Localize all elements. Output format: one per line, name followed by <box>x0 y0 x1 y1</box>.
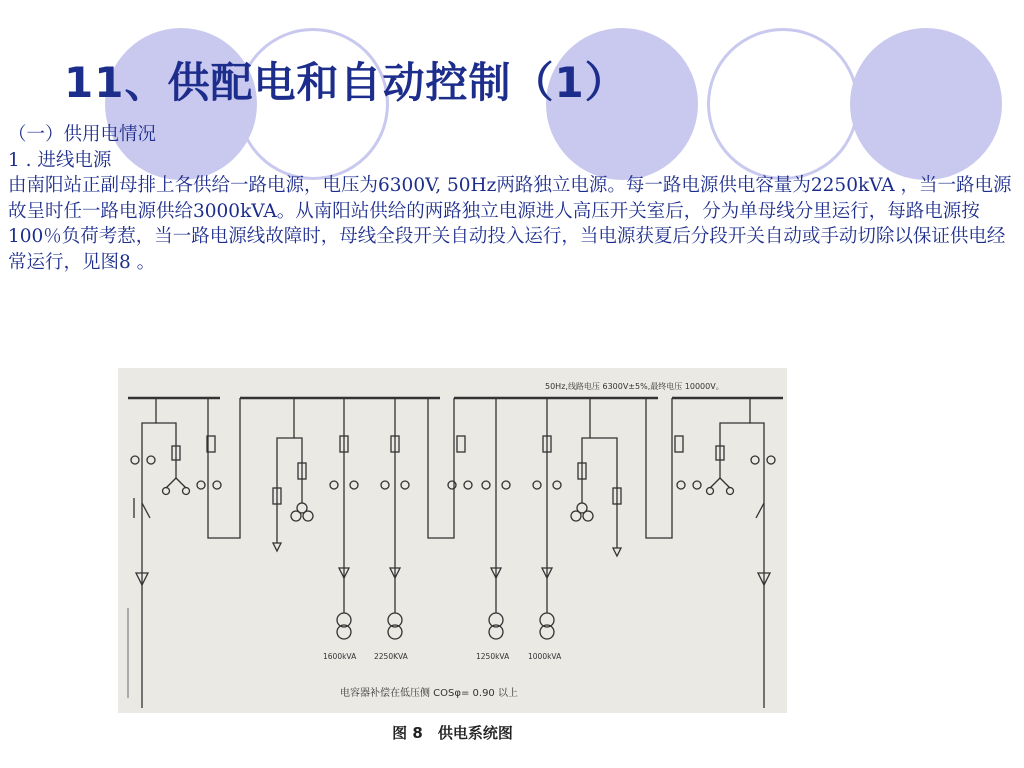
diagram-bottom-note: 电容器补偿在低压侧 COSφ= 0.90 以上 <box>340 688 518 699</box>
slide-title: 11、供配电和自动控制（1） <box>64 58 628 107</box>
subsection-heading: 1 . 进线电源 <box>8 149 112 171</box>
transformer-label-1: 1600kVA <box>323 652 357 661</box>
diagram-top-note: 50Hz,线路电压 6300V±5%,最终电压 10000V。 <box>545 382 724 391</box>
diagram-svg <box>118 368 787 713</box>
transformer-label-4: 1000kVA <box>528 652 562 661</box>
power-supply-diagram <box>118 368 787 713</box>
transformer-label-2: 2250KVA <box>374 652 408 661</box>
transformer-label-3: 1250kVA <box>476 652 510 661</box>
diagram-lines <box>128 398 783 708</box>
body-paragraph: 由南阳站正副母排上各供给一路电源，电压为6300V, 50Hz两路独立电源。每一路电源供电容量为2250kVA ，当一路电源故呈时任一路电源供给3000kVA。从南阳站供给的两路独立电源进人高压开关室后，分为单母线分里运行，每路电源按100％负荷考惹，当一路电源线故障时，母线全段开关自动投入运行，当电源获夏后分段开关自动或手动切除以保证供电经常运行，见图8 。 <box>8 175 1012 273</box>
slide-body <box>8 122 1018 275</box>
section-heading: （一）供用电情况 <box>8 124 157 145</box>
figure-caption: 图 8 供电系统图 <box>392 724 513 742</box>
